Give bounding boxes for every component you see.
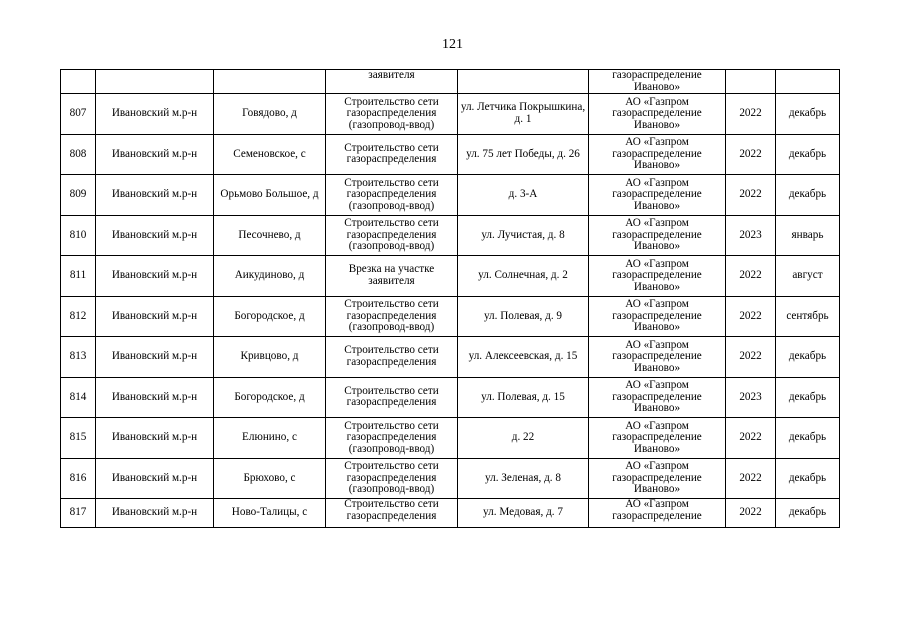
table-row xyxy=(61,499,840,528)
cell-locality: Кривцово, д xyxy=(214,337,326,378)
table-row xyxy=(61,256,840,297)
cell-organization: АО «Газпром газораспределение Иваново» xyxy=(589,418,726,459)
cell-locality: Аикудиново, д xyxy=(214,256,326,297)
cell-locality: Говядово, д xyxy=(214,94,326,135)
cell-organization: АО «Газпром газораспределение Иваново» xyxy=(589,175,726,216)
page-number: 121 xyxy=(442,37,463,52)
cell-year: 2023 xyxy=(726,377,776,418)
cell-work: Строительство сети газораспределения (газопровод-ввод) xyxy=(326,418,458,459)
cell-address: ул. Солнечная, д. 2 xyxy=(458,256,589,297)
cell-num: 810 xyxy=(61,215,96,256)
cell-locality: Елюнино, с xyxy=(214,418,326,459)
table-row xyxy=(61,296,840,337)
cell-year xyxy=(726,70,776,94)
cell-year: 2022 xyxy=(726,458,776,499)
cell-month: август xyxy=(776,256,840,297)
cell-month: декабрь xyxy=(776,94,840,135)
cell-num xyxy=(61,70,96,94)
table-row xyxy=(61,215,840,256)
table-row xyxy=(61,458,840,499)
cell-year: 2022 xyxy=(726,256,776,297)
cell-address: ул. Зеленая, д. 8 xyxy=(458,458,589,499)
cell-num: 815 xyxy=(61,418,96,459)
cell-district: Ивановский м.р-н xyxy=(96,296,214,337)
table-row xyxy=(61,175,840,216)
cell-address: ул. Летчика Покрышкина, д. 1 xyxy=(458,94,589,135)
cell-district: Ивановский м.р-н xyxy=(96,499,214,528)
table-row xyxy=(61,134,840,175)
cell-district: Ивановский м.р-н xyxy=(96,458,214,499)
cell-num: 808 xyxy=(61,134,96,175)
table-row xyxy=(61,70,840,94)
cell-locality: Семеновское, с xyxy=(214,134,326,175)
cell-locality: Песочнево, д xyxy=(214,215,326,256)
cell-address xyxy=(458,70,589,94)
cell-district: Ивановский м.р-н xyxy=(96,256,214,297)
cell-work: Строительство сети газораспределения (газопровод-ввод) xyxy=(326,94,458,135)
cell-organization: АО «Газпром газораспределение Иваново» xyxy=(589,134,726,175)
cell-address: ул. Лучистая, д. 8 xyxy=(458,215,589,256)
cell-work: Строительство сети газораспределения (газопровод-ввод) xyxy=(326,175,458,216)
cell-address: ул. 75 лет Победы, д. 26 xyxy=(458,134,589,175)
cell-year: 2022 xyxy=(726,134,776,175)
cell-district: Ивановский м.р-н xyxy=(96,418,214,459)
cell-num: 811 xyxy=(61,256,96,297)
cell-month: декабрь xyxy=(776,458,840,499)
cell-locality: Богородское, д xyxy=(214,377,326,418)
cell-address: д. 22 xyxy=(458,418,589,459)
cell-district: Ивановский м.р-н xyxy=(96,215,214,256)
registry-table xyxy=(60,69,840,528)
cell-organization: АО «Газпром газораспределение Иваново» xyxy=(589,215,726,256)
cell-work: Строительство сети газораспределения xyxy=(326,134,458,175)
cell-month: декабрь xyxy=(776,134,840,175)
cell-address: ул. Алексеевская, д. 15 xyxy=(458,337,589,378)
cell-month: январь xyxy=(776,215,840,256)
cell-year: 2022 xyxy=(726,296,776,337)
table-row xyxy=(61,337,840,378)
cell-address: ул. Полевая, д. 15 xyxy=(458,377,589,418)
cell-district: Ивановский м.р-н xyxy=(96,377,214,418)
cell-year: 2023 xyxy=(726,215,776,256)
cell-num: 813 xyxy=(61,337,96,378)
table-row xyxy=(61,418,840,459)
cell-month: декабрь xyxy=(776,499,840,528)
cell-organization: АО «Газпром газораспределение Иваново» xyxy=(589,94,726,135)
cell-year: 2022 xyxy=(726,175,776,216)
cell-year: 2022 xyxy=(726,418,776,459)
cell-district xyxy=(96,70,214,94)
cell-num: 812 xyxy=(61,296,96,337)
cell-organization: АО «Газпром газораспределение Иваново» xyxy=(589,458,726,499)
cell-locality: Орьмово Большое, д xyxy=(214,175,326,216)
cell-month: декабрь xyxy=(776,377,840,418)
cell-work: Строительство сети газораспределения xyxy=(326,377,458,418)
cell-district: Ивановский м.р-н xyxy=(96,94,214,135)
cell-organization: АО «Газпром газораспределение xyxy=(589,499,726,528)
cell-year: 2022 xyxy=(726,499,776,528)
cell-num: 816 xyxy=(61,458,96,499)
cell-month: декабрь xyxy=(776,418,840,459)
cell-num: 814 xyxy=(61,377,96,418)
cell-locality: Ново-Талицы, с xyxy=(214,499,326,528)
cell-district: Ивановский м.р-н xyxy=(96,134,214,175)
cell-address: ул. Медовая, д. 7 xyxy=(458,499,589,528)
cell-address: ул. Полевая, д. 9 xyxy=(458,296,589,337)
cell-year: 2022 xyxy=(726,94,776,135)
cell-work: Строительство сети газораспределения xyxy=(326,499,458,528)
cell-work: заявителя xyxy=(326,70,458,94)
cell-month xyxy=(776,70,840,94)
cell-num: 817 xyxy=(61,499,96,528)
cell-month: декабрь xyxy=(776,175,840,216)
cell-month: сентябрь xyxy=(776,296,840,337)
cell-work: Врезка на участке заявителя xyxy=(326,256,458,297)
cell-month: декабрь xyxy=(776,337,840,378)
table-row xyxy=(61,377,840,418)
cell-num: 807 xyxy=(61,94,96,135)
cell-organization: АО «Газпром газораспределение Иваново» xyxy=(589,337,726,378)
cell-organization: АО «Газпром газораспределение Иваново» xyxy=(589,296,726,337)
cell-work: Строительство сети газораспределения (газопровод-ввод) xyxy=(326,458,458,499)
cell-district: Ивановский м.р-н xyxy=(96,337,214,378)
cell-organization: АО «Газпром газораспределение Иваново» xyxy=(589,377,726,418)
cell-organization: АО «Газпром газораспределение Иваново» xyxy=(589,256,726,297)
cell-work: Строительство сети газораспределения (газопровод-ввод) xyxy=(326,296,458,337)
cell-locality xyxy=(214,70,326,94)
cell-locality: Брюхово, с xyxy=(214,458,326,499)
cell-year: 2022 xyxy=(726,337,776,378)
cell-locality: Богородское, д xyxy=(214,296,326,337)
cell-district: Ивановский м.р-н xyxy=(96,175,214,216)
cell-work: Строительство сети газораспределения (газопровод-ввод) xyxy=(326,215,458,256)
cell-organization: газораспределение Иваново» xyxy=(589,70,726,94)
cell-num: 809 xyxy=(61,175,96,216)
cell-address: д. 3-А xyxy=(458,175,589,216)
cell-work: Строительство сети газораспределения xyxy=(326,337,458,378)
table-row xyxy=(61,94,840,135)
